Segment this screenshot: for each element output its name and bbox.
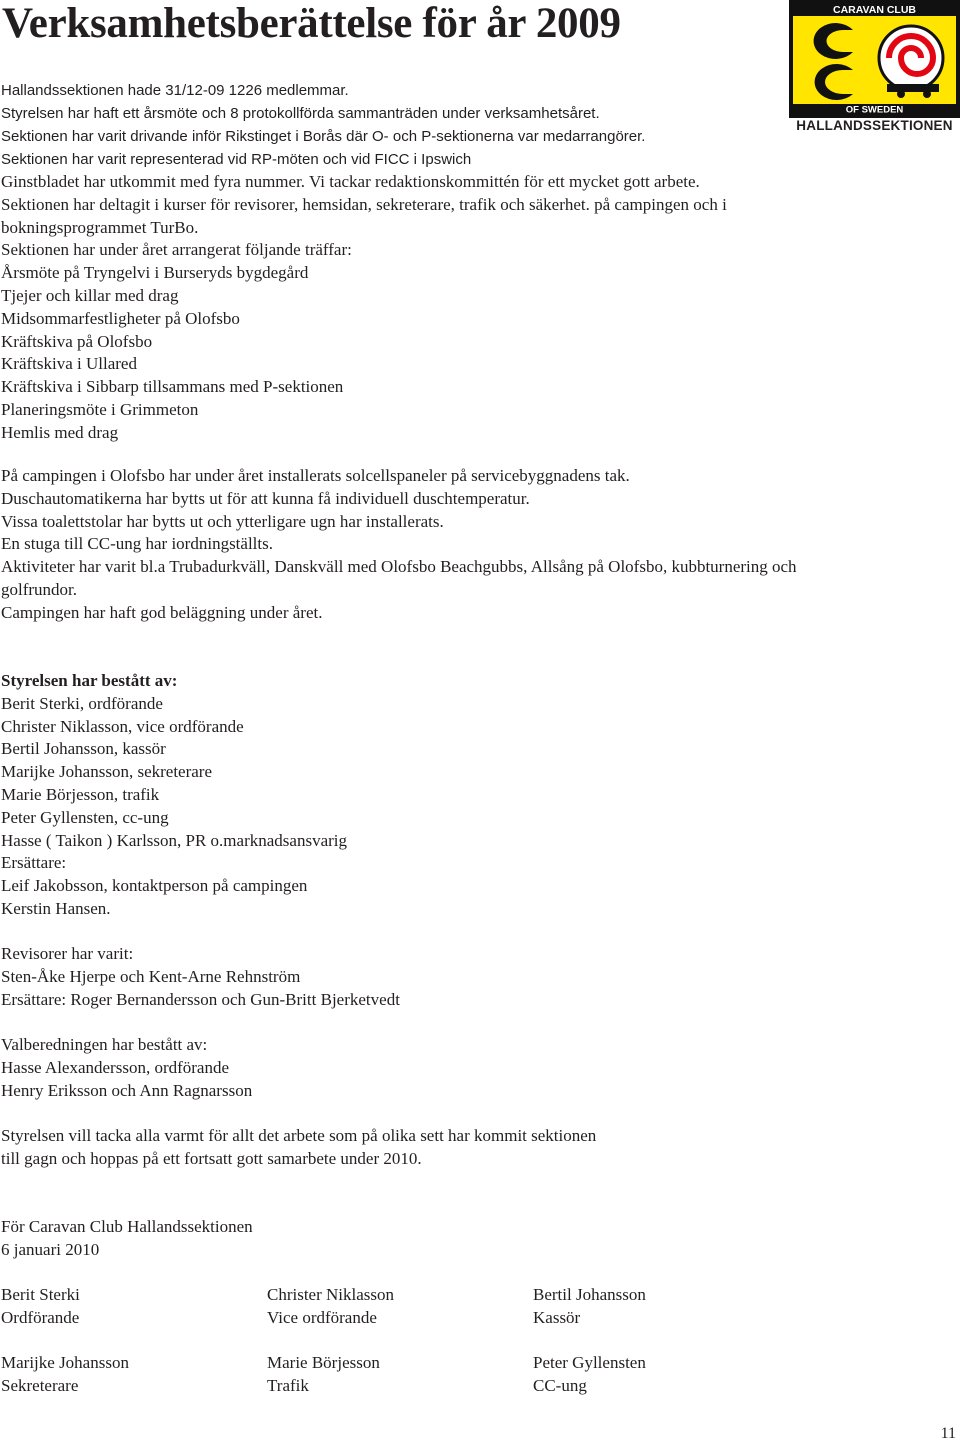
text-line: Sten-Åke Hjerpe och Kent-Arne Rehnström	[1, 966, 301, 986]
text-line: Kräftskiva i Ullared	[1, 354, 137, 374]
text-line: Sektionen har deltagit i kurser för revisorer, hemsidan, sekreterare, trafik och säkerhet. på campingen och i	[1, 194, 727, 214]
text-line: Midsommarfestligheter på Olofsbo	[1, 308, 240, 328]
text-line: Tjejer och killar med drag	[1, 285, 179, 305]
signature-column	[533, 1284, 646, 1398]
signature-column	[1, 1284, 129, 1398]
text-line: Ginstbladet har utkommit med fyra nummer. Vi tackar redaktionskommittén för ett mycket gott arbete.	[1, 172, 700, 191]
text-line: Planeringsmöte i Grimmeton	[1, 399, 199, 419]
text-line: till gagn och hoppas på ett fortsatt gott samarbete under 2010.	[1, 1148, 422, 1168]
text-line: Duschautomatikerna har bytts ut för att kunna få individuell duschtemperatur.	[1, 488, 530, 508]
text-line: På campingen i Olofsbo har under året installerats solcellspaneler på servicebyggnadens tak.	[1, 466, 630, 485]
intro-line: Sektionen har varit drivande inför Rikstinget i Borås där O- och P-sektionerna var medarrangörer.	[1, 128, 646, 145]
signature-name: Marie Börjesson	[267, 1353, 380, 1373]
signature-role: Sekreterare	[1, 1376, 79, 1396]
board-heading: Styrelsen har bestått av:	[1, 671, 178, 690]
signature-name: Peter Gyllensten	[533, 1353, 646, 1373]
board-member: Bertil Johansson, kassör	[1, 739, 166, 759]
signature-role: Ordförande	[1, 1307, 80, 1327]
signature-column	[267, 1284, 394, 1398]
text-line: Styrelsen vill tacka alla varmt för allt det arbete som på olika sett har kommit sektionen	[1, 1126, 597, 1145]
signature-role: Vice ordförande	[267, 1307, 377, 1327]
signature-name: Marijke Johansson	[1, 1353, 129, 1373]
intro-line: Sektionen har varit representerad vid RP-möten och vid FICC i Ipswich	[1, 151, 472, 168]
text-line: Revisorer har varit:	[1, 944, 134, 963]
board-member: Christer Niklasson, vice ordförande	[1, 716, 244, 736]
intro-block	[1, 79, 645, 171]
signature-name: Bertil Johansson	[533, 1285, 646, 1304]
board-member: Hasse ( Taikon ) Karlsson, PR o.marknadsansvarig	[1, 830, 347, 850]
page-title: Verksamhetsberättelse för år 2009	[2, 0, 621, 47]
text-line: Vissa toalettstolar har bytts ut och ytterligare ugn har installerats.	[1, 511, 444, 531]
text-line: golfrundor.	[1, 579, 78, 599]
text-line: Sektionen har under året arrangerat följande träffar:	[1, 240, 352, 260]
text-line: Ersättare: Roger Bernandersson och Gun-Britt Bjerketvedt	[1, 989, 400, 1009]
text-line: Årsmöte på Tryngelvi i Burseryds bygdegård	[1, 263, 309, 283]
logo-top-text: CARAVAN CLUB	[832, 4, 917, 16]
board-member: Berit Sterki, ordförande	[1, 693, 163, 713]
text-line: Kräftskiva i Sibbarp tillsammans med P-sektionen	[1, 377, 344, 397]
signature-role: Trafik	[267, 1376, 309, 1396]
signoff-block	[1, 1216, 253, 1262]
text-line: Kräftskiva på Olofsbo	[1, 331, 153, 351]
logo-bottom-text: OF SWEDEN	[845, 104, 904, 116]
board-member: Marie Börjesson, trafik	[1, 784, 160, 804]
camping-block	[1, 465, 797, 625]
thanks-block	[1, 1125, 596, 1171]
board-member: Kerstin Hansen.	[1, 898, 111, 918]
board-member: Peter Gyllensten, cc-ung	[1, 807, 169, 827]
intro-line: Hallandssektionen hade 31/12-09 1226 medlemmar.	[1, 82, 349, 99]
page-number: 11	[940, 1425, 956, 1442]
text-line: Aktiviteter har varit bl.a Trubadurkväll, Danskväll med Olofsbo Beachgubbs, Allsång på Olofsbo, kubbturnering och	[1, 557, 797, 577]
board-member: Ersättare:	[1, 853, 67, 873]
signature-role: CC-ung	[533, 1376, 587, 1396]
caravan-club-logo	[789, 0, 960, 138]
text-line: Hasse Alexandersson, ordförande	[1, 1057, 230, 1077]
signature-name: Christer Niklasson	[267, 1285, 395, 1304]
intro-line: Styrelsen har haft ett årsmöte och 8 protokollförda sammanträden under verksamhetsåret.	[1, 105, 600, 122]
activities-block	[1, 171, 727, 445]
text-line: För Caravan Club Hallandssektionen	[1, 1217, 253, 1236]
caravan-club-emblem	[789, 0, 960, 118]
text-line: Valberedningen har bestått av:	[1, 1035, 208, 1054]
text-line: Henry Eriksson och Ann Ragnarsson	[1, 1080, 253, 1100]
text-line: Campingen har haft god beläggning under året.	[1, 602, 323, 622]
signature-role: Kassör	[533, 1307, 581, 1327]
text-line: bokningsprogrammet TurBo.	[1, 217, 199, 237]
text-line: En stuga till CC-ung har iordningställts.	[1, 534, 273, 554]
nominating-block	[1, 1034, 252, 1102]
logo-caption: HALLANDSSEKTIONEN	[796, 118, 953, 133]
text-line: Hemlis med drag	[1, 422, 119, 442]
auditors-block	[1, 943, 400, 1011]
signature-name: Berit Sterki	[1, 1285, 80, 1304]
date-line: 6 januari 2010	[1, 1239, 100, 1259]
board-member: Leif Jakobsson, kontaktperson på campingen	[1, 876, 308, 896]
board-member: Marijke Johansson, sekreterare	[1, 762, 213, 782]
board-block	[1, 670, 347, 921]
